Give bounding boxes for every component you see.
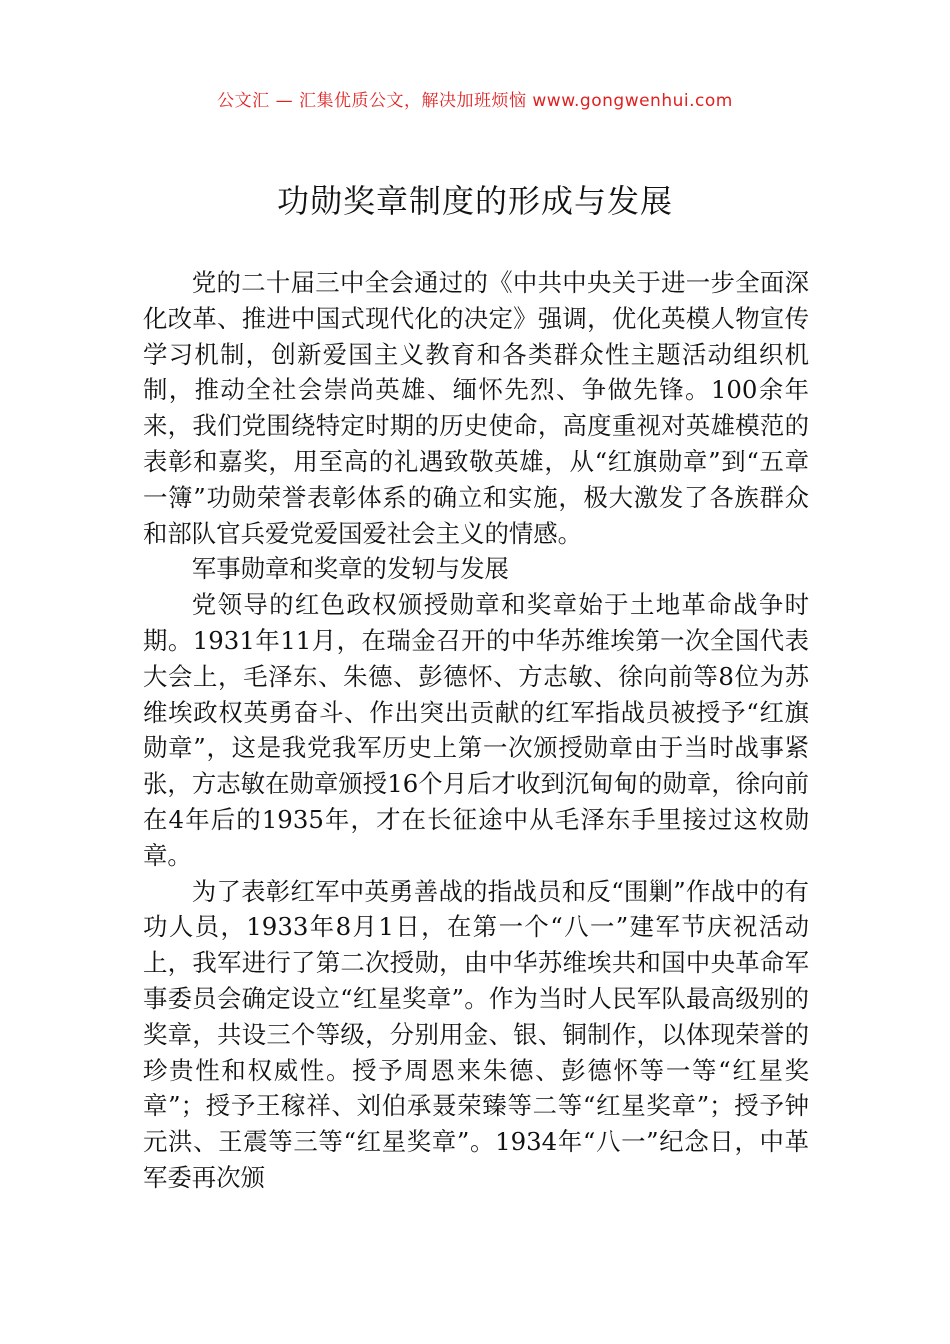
paragraph-red-flag-medal: 党领导的红色政权颁授勋章和奖章始于土地革命战争时期。1931年11月，在瑞金召开的中华苏维埃第一次全国代表大会上，毛泽东、朱德、彭德怀、方志敏、徐向前等8位为苏维埃政权英勇奋斗、作出突出贡献的红军指战员被授予“红旗勋章”，这是我党我军历史上第一次颁授勋章由于当时战事紧张，方志敏在勋章颁授16个月后才收到沉甸甸的勋章，徐向前在4年后的1935年，才在长征途中从毛泽东手里接过这枚勋章。 [143,590,809,870]
paragraph-red-star-medal: 为了表彰红军中英勇善战的指战员和反“围剿”作战中的有功人员，1933年8月1日，在第一个“八一”建军节庆祝活动上，我军进行了第二次授勋，由中华苏维埃共和国中央革命军事委员会确定设立“红星奖章”。作为当时人民军队最高级别的奖章，共设三个等级，分别用金、银、铜制作，以体现荣誉的珍贵性和权威性。授予周恩来朱德、彭德怀等一等“红星奖章”；授予王稼祥、刘伯承聂荣臻等二等“红星奖章”；授予钟元洪、王震等三等“红星奖章”。1934年“八一”纪念日，中革军委再次颁 [143,876,809,1192]
document-title: 功勋奖章制度的形成与发展 [276,182,673,220]
site-header: 公文汇 — 汇集优质公文，解决加班烦恼 www.gongwenhui.com [217,91,733,111]
paragraph-intro: 党的二十届三中全会通过的《中共中央关于进一步全面深化改革、推进中国式现代化的决定》强调，优化英模人物宣传学习机制，创新爱国主义教育和各类群众性主题活动组织机制，推动全社会崇尚英雄、缅怀先烈、争做先锋。100余年来，我们党围绕特定时期的历史使命，高度重视对英雄模范的表彰和嘉奖，用至高的礼遇致敬英雄，从“红旗勋章”到“五章一簿”功勋荣誉表彰体系的确立和实施，极大激发了各族群众和部队官兵爱党爱国爱社会主义的情感。 [143,268,809,548]
section-heading: 军事勋章和奖章的发轫与发展 [191,554,509,584]
document-body [143,265,809,1196]
